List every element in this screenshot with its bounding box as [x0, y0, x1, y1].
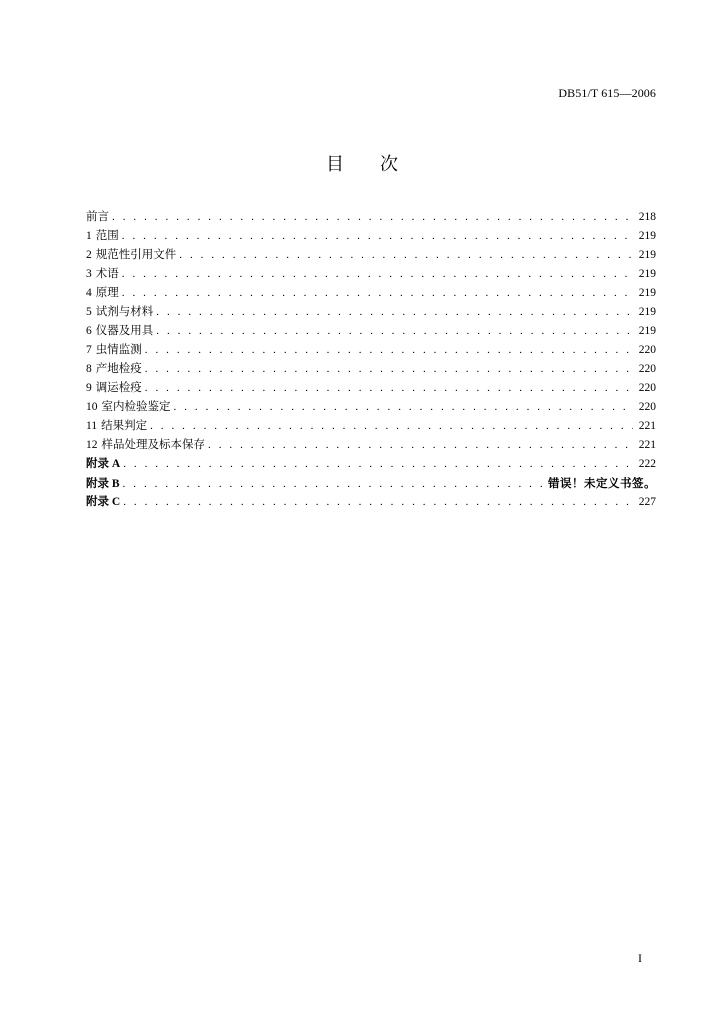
dot-leader — [122, 227, 633, 246]
toc-entry-page: 221 — [638, 439, 656, 451]
toc-entry-text: 结果判定 — [101, 420, 148, 432]
toc-entry[interactable] — [86, 284, 656, 303]
toc-entry[interactable] — [86, 493, 656, 512]
dot-leader — [145, 379, 633, 398]
toc-entry-label — [86, 284, 122, 303]
toc-entry-page: 220 — [638, 363, 656, 375]
toc-entry-page: 219 — [638, 249, 656, 261]
toc-entry-text: 产地检疫 — [95, 363, 142, 375]
toc-entry[interactable] — [86, 417, 656, 436]
toc-entry-text: 室内检验鉴定 — [101, 401, 171, 413]
toc-entry-label — [86, 322, 156, 341]
toc-entry-page: 221 — [638, 420, 656, 432]
toc-entry-error: 错误！未定义书签。 — [548, 476, 656, 490]
toc-entry-text: 规范性引用文件 — [95, 249, 177, 261]
toc-entry-text: 原理 — [95, 287, 119, 299]
toc-entry-label — [86, 379, 145, 398]
toc-entry-label — [86, 303, 156, 322]
dot-leader — [123, 493, 633, 512]
toc-entry-number: 7 — [86, 344, 92, 356]
toc-entry[interactable] — [86, 341, 656, 360]
toc-entry-text: 虫情监测 — [95, 344, 142, 356]
toc-entry-number: 10 — [86, 401, 98, 413]
standard-code: DB51/T 615—2006 — [558, 86, 656, 100]
toc-entry-page: 227 — [638, 496, 656, 508]
toc-entry-label — [86, 360, 145, 379]
dot-leader — [179, 246, 633, 265]
toc-entry-page: 219 — [638, 287, 656, 299]
toc-entry[interactable] — [86, 246, 656, 265]
dot-leader — [123, 475, 542, 494]
toc-entry[interactable] — [86, 265, 656, 284]
dot-leader — [174, 398, 633, 417]
table-of-contents — [86, 208, 656, 512]
dot-leader — [150, 417, 633, 436]
toc-entry-page: 219 — [638, 230, 656, 242]
toc-entry-label — [86, 265, 122, 284]
dot-leader — [123, 455, 633, 474]
page-title: 目次 — [326, 154, 434, 175]
dot-leader — [156, 322, 633, 341]
toc-entry-page: 220 — [638, 344, 656, 356]
page-number: I — [638, 951, 642, 965]
toc-entry-page: 220 — [638, 401, 656, 413]
toc-entry[interactable] — [86, 360, 656, 379]
dot-leader — [122, 284, 633, 303]
toc-entry-page: 219 — [638, 306, 656, 318]
toc-entry-label — [86, 455, 123, 474]
toc-entry[interactable] — [86, 379, 656, 398]
toc-entry-label — [86, 436, 208, 455]
toc-entry[interactable] — [86, 322, 656, 341]
toc-entry-number: 12 — [86, 439, 98, 451]
toc-entry[interactable] — [86, 455, 656, 474]
dot-leader — [145, 360, 633, 379]
toc-entry-text: 试剂与材料 — [95, 306, 154, 318]
toc-entry-page: 219 — [638, 325, 656, 337]
toc-entry-label — [86, 246, 179, 265]
toc-entry-label — [86, 398, 174, 417]
toc-entry-text: 附录 C — [86, 496, 121, 508]
toc-entry-page: 220 — [638, 382, 656, 394]
toc-entry-label — [86, 475, 123, 494]
dot-leader — [112, 208, 633, 227]
toc-entry-text: 附录 B — [86, 478, 120, 490]
dot-leader — [145, 341, 633, 360]
toc-entry[interactable] — [86, 303, 656, 322]
toc-entry-number: 3 — [86, 268, 92, 280]
toc-entry-text: 附录 A — [86, 458, 121, 470]
dot-leader — [122, 265, 633, 284]
dot-leader — [156, 303, 633, 322]
toc-entry[interactable] — [86, 474, 656, 493]
toc-entry-number: 11 — [86, 420, 98, 432]
toc-entry-number: 5 — [86, 306, 92, 318]
toc-entry-number: 9 — [86, 382, 92, 394]
toc-entry-page: 218 — [638, 211, 656, 223]
toc-entry-text: 仪器及用具 — [95, 325, 154, 337]
toc-entry-text: 术语 — [95, 268, 119, 280]
toc-entry-text: 样品处理及标本保存 — [101, 439, 205, 451]
toc-entry-text: 范围 — [95, 230, 119, 242]
toc-entry-number: 4 — [86, 287, 92, 299]
toc-entry-page: 222 — [638, 458, 656, 470]
toc-entry-number: 2 — [86, 249, 92, 261]
toc-entry-label — [86, 341, 145, 360]
toc-entry[interactable] — [86, 227, 656, 246]
toc-entry[interactable] — [86, 436, 656, 455]
dot-leader — [208, 436, 633, 455]
toc-entry-label — [86, 227, 122, 246]
toc-entry-label — [86, 417, 150, 436]
toc-entry-number: 6 — [86, 325, 92, 337]
toc-entry-number: 8 — [86, 363, 92, 375]
toc-entry-page: 219 — [638, 268, 656, 280]
toc-entry[interactable] — [86, 208, 656, 227]
toc-entry-text: 调运检疫 — [95, 382, 142, 394]
toc-entry-label — [86, 493, 123, 512]
toc-entry[interactable] — [86, 398, 656, 417]
toc-entry-label — [86, 208, 112, 227]
toc-entry-number: 1 — [86, 230, 92, 242]
toc-entry-text: 前言 — [86, 211, 109, 223]
